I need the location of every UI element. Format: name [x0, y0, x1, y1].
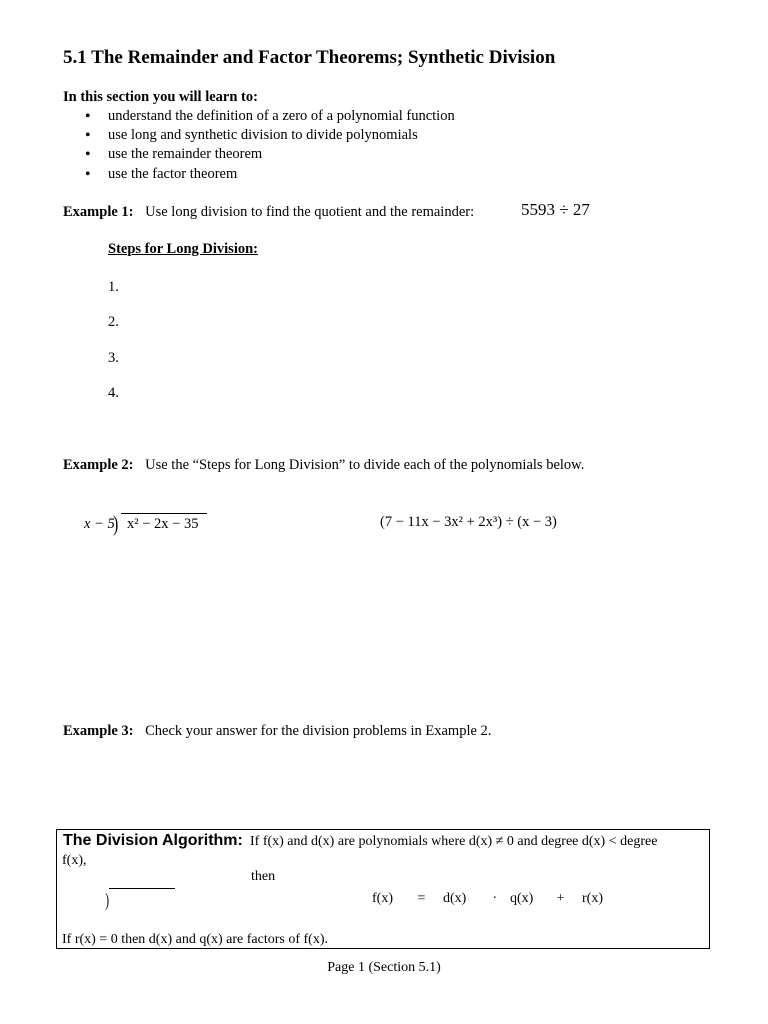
objectives-list — [85, 107, 455, 184]
equation-term: q(x) — [510, 891, 534, 906]
division-bracket: ) — [105, 890, 110, 911]
example2-label: Example 2: — [63, 457, 134, 473]
long-division-divisor: x − 5 — [84, 516, 115, 532]
division-algorithm-text-cont: f(x), — [62, 853, 87, 868]
example2-text: Use the “Steps for Long Division” to divide each of the polynomials below. — [145, 457, 585, 473]
polynomial-division-problem: (7 − 11x − 3x² + 2x³) ÷ (x − 3) — [380, 514, 557, 530]
example3-label: Example 3: — [63, 723, 134, 739]
equation-term: f(x) — [372, 891, 393, 906]
example3-line — [63, 723, 491, 740]
example1-expression: 5593 ÷ 27 — [521, 200, 590, 219]
example3-text: Check your answer for the division problems in Example 2. — [145, 723, 492, 739]
example2-line — [63, 457, 584, 474]
long-division-bar — [121, 513, 207, 514]
page-footer: Page 1 (Section 5.1) — [327, 960, 441, 975]
steps-heading: Steps for Long Division: — [108, 241, 258, 257]
step-number: 3. — [108, 350, 119, 366]
equation-term: · — [492, 891, 498, 906]
objectives-heading: In this section you will learn to: — [63, 89, 258, 105]
example1-text: Use long division to find the quotient and the remainder: — [145, 204, 475, 220]
equation-term: d(x) — [443, 891, 467, 906]
example1-line — [63, 204, 474, 221]
page-title: 5.1 The Remainder and Factor Theorems; Synthetic Division — [63, 47, 556, 68]
step-number: 1. — [108, 279, 119, 295]
equation-term: + — [556, 891, 565, 906]
step-number: 4. — [108, 385, 119, 401]
example1-label: Example 1: — [63, 204, 134, 220]
division-algorithm-heading: The Division Algorithm: — [63, 832, 243, 849]
objective-item: • use the factor theorem — [85, 165, 455, 184]
long-division-dividend: x² − 2x − 35 — [127, 516, 199, 532]
long-division-bracket: ) — [113, 511, 119, 536]
then-label: then — [251, 869, 276, 884]
division-bar — [109, 888, 175, 889]
objective-item: • use the remainder theorem — [85, 145, 455, 164]
division-algorithm-text: If f(x) and d(x) are polynomials where d(x) ≠ 0 and degree d(x) < degree — [250, 834, 658, 849]
equation-term: r(x) — [582, 891, 603, 906]
division-algorithm-equation — [372, 891, 603, 907]
factors-statement: If r(x) = 0 then d(x) and q(x) are factors of f(x). — [62, 932, 328, 947]
objective-item: • understand the definition of a zero of a polynomial function — [85, 107, 455, 126]
objective-item: • use long and synthetic division to divide polynomials — [85, 126, 455, 145]
equation-term: = — [417, 891, 426, 906]
step-number: 2. — [108, 314, 119, 330]
